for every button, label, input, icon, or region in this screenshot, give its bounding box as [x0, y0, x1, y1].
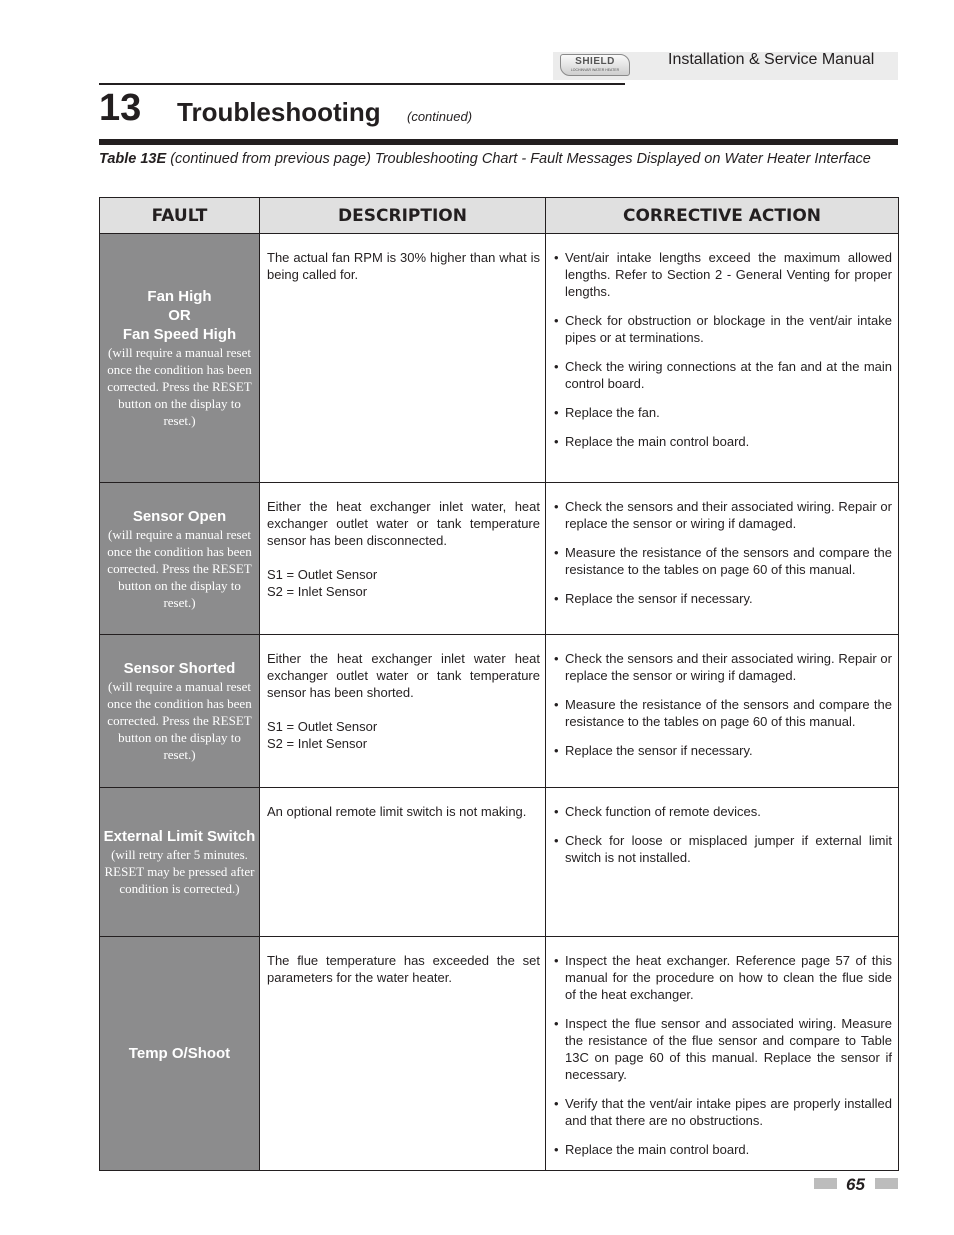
fault-cell — [100, 937, 260, 1171]
shield-logo — [560, 54, 630, 76]
table-caption — [99, 150, 898, 169]
table-row — [100, 788, 899, 937]
header-description: DESCRIPTION — [260, 198, 546, 234]
action-item: • Verify that the vent/air intake pipes are properly installed and that there are no obstructions. — [554, 1095, 892, 1129]
fault-cell — [100, 635, 260, 788]
description-cell — [260, 635, 546, 788]
table-header-row — [100, 198, 899, 234]
table-row — [100, 483, 899, 635]
corrective-action-cell — [546, 635, 899, 788]
title-rule — [99, 139, 898, 145]
action-list — [554, 650, 892, 759]
logo-text: SHIELD — [575, 56, 615, 67]
action-item: • Inspect the heat exchanger. Reference page 57 of this manual for the procedure on how to clean the flue side of the heat exchanger. — [554, 952, 892, 1003]
action-item: • Measure the resistance of the sensors and compare the resistance to the tables on page 60 of this manual. — [554, 544, 892, 578]
troubleshooting-table — [99, 197, 899, 1171]
fault-cell — [100, 788, 260, 937]
action-list — [554, 498, 892, 607]
table-row — [100, 635, 899, 788]
page-number-bar-right — [875, 1178, 898, 1189]
description-text: An optional remote limit switch is not making. — [267, 804, 527, 819]
fault-note: (will require a manual reset once the condition has been corrected. Press the RESET button on the display to reset.) — [107, 679, 252, 762]
fault-cell — [100, 234, 260, 483]
caption-text: (continued from previous page) Troubleshooting Chart - Fault Messages Displayed on Water Heater Interface — [170, 151, 871, 167]
table-row — [100, 234, 899, 483]
caption-label: Table 13E — [99, 151, 167, 167]
action-item: • Replace the sensor if necessary. — [554, 590, 892, 607]
action-item: • Check the sensors and their associated wiring. Repair or replace the sensor or wiring if damaged. — [554, 650, 892, 684]
chapter-number: 13 — [99, 87, 142, 129]
description-cell — [260, 937, 546, 1171]
action-list — [554, 803, 892, 866]
description-cell — [260, 788, 546, 937]
action-item: • Vent/air intake lengths exceed the maximum allowed lengths. Refer to Section 2 - General Venting for proper lengths. — [554, 249, 892, 300]
description-text: The flue temperature has exceeded the set parameters for the water heater. — [267, 953, 540, 985]
action-item: • Replace the main control board. — [554, 1141, 892, 1158]
action-list — [554, 249, 892, 450]
chapter-continued: (continued) — [407, 109, 473, 124]
action-item: • Check function of remote devices. — [554, 803, 892, 820]
action-item: • Replace the sensor if necessary. — [554, 742, 892, 759]
description-text: The actual fan RPM is 30% higher than what is being called for. — [267, 250, 540, 282]
fault-name: Sensor Shorted — [123, 660, 236, 677]
sensor-legend-line: S1 = Outlet Sensor — [267, 719, 378, 734]
fault-note: (will require a manual reset once the condition has been corrected. Press the RESET button on the display to reset.) — [107, 345, 252, 428]
fault-name: External Limit Switch — [103, 828, 256, 845]
header-corrective-action: CORRECTIVE ACTION — [546, 198, 899, 234]
sensor-legend-line: S2 = Inlet Sensor — [267, 736, 368, 751]
corrective-action-cell — [546, 234, 899, 483]
corrective-action-cell — [546, 788, 899, 937]
description-cell — [260, 483, 546, 635]
action-item: • Replace the main control board. — [554, 433, 892, 450]
action-item: • Check the sensors and their associated wiring. Repair or replace the sensor or wiring if damaged. — [554, 498, 892, 532]
page-number: 65 — [846, 1175, 865, 1194]
logo-tagline: LOCHINVAR WATER HEATER — [570, 68, 620, 72]
fault-cell — [100, 483, 260, 635]
sensor-legend-line: S2 = Inlet Sensor — [267, 584, 368, 599]
fault-name: OR — [168, 307, 191, 324]
fault-name: Fan Speed High — [122, 326, 237, 343]
corrective-action-cell — [546, 483, 899, 635]
description-text: Either the heat exchanger inlet water, heat exchanger outlet water or tank temperature sensor has been disconnected. — [267, 499, 540, 548]
table-row — [100, 937, 899, 1171]
fault-note: (will retry after 5 minutes. RESET may be pressed after condition is corrected.) — [104, 847, 255, 896]
action-item: • Measure the resistance of the sensors and compare the resistance to the tables on page 60 of this manual. — [554, 696, 892, 730]
action-list — [554, 952, 892, 1158]
fault-note: (will require a manual reset once the condition has been corrected. Press the RESET button on the display to reset.) — [107, 526, 252, 610]
header-fault: FAULT — [100, 198, 260, 234]
description-text: Either the heat exchanger inlet water heat exchanger outlet water or tank temperature sensor has been shorted. — [267, 651, 540, 700]
manual-title: Installation & Service Manual — [668, 51, 875, 68]
action-item: • Replace the fan. — [554, 404, 892, 421]
description-cell — [260, 234, 546, 483]
corrective-action-cell — [546, 937, 899, 1171]
fault-name: Fan High — [147, 288, 212, 305]
action-item: • Inspect the flue sensor and associated wiring. Measure the resistance of the flue sensor and compare to Table 13C on page 60 of this manual. Replace the sensor if necessary. — [554, 1015, 892, 1083]
action-item: • Check for obstruction or blockage in the vent/air intake pipes or at terminations. — [554, 312, 892, 346]
action-item: • Check the wiring connections at the fan and at the main control board. — [554, 358, 892, 392]
header-rule — [99, 83, 625, 85]
fault-name: Temp O/Shoot — [128, 1045, 231, 1062]
sensor-legend-line: S1 = Outlet Sensor — [267, 567, 378, 582]
chapter-title: Troubleshooting — [177, 97, 381, 127]
page-number-bar-left — [814, 1178, 837, 1189]
fault-name: Sensor Open — [132, 507, 227, 525]
action-item: • Check for loose or misplaced jumper if external limit switch is not installed. — [554, 832, 892, 866]
